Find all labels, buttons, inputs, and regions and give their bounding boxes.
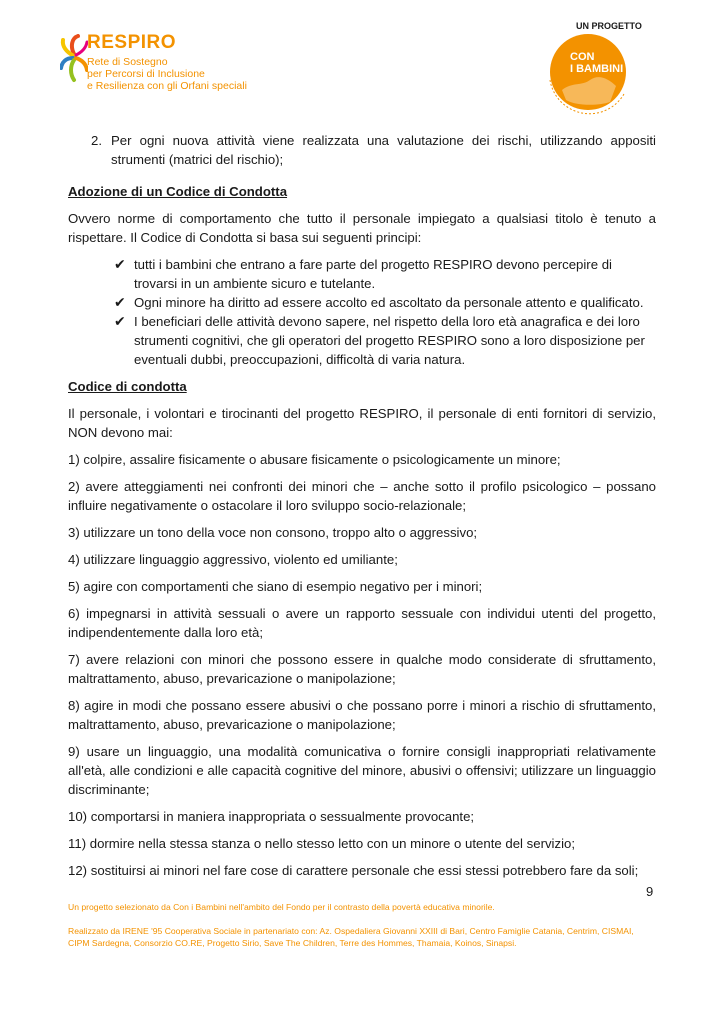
brand-name: RESPIRO bbox=[87, 32, 177, 53]
list-item-text: I beneficiari delle attività devono sapere, nel rispetto della loro età anagrafica e dei loro strumenti cognitivi, che gli operatori del progetto RESPIRO sono a loro disposizione per eventuali dubbi, preoccupazioni, difficoltà di varia natura. bbox=[134, 314, 645, 367]
rule-item: 4) utilizzare linguaggio aggressivo, violento ed umiliante; bbox=[68, 552, 398, 567]
rule-item: 1) colpire, assalire fisicamente o abusare fisicamente o psicologicamente un minore; bbox=[68, 452, 561, 467]
footer-line: Un progetto selezionato da Con i Bambini nell'ambito del Fondo per il contrasto della povertà educativa minorile. bbox=[68, 902, 495, 912]
rule-item: 12) sostituirsi ai minori nel fare cose di carattere personale che essi stessi potrebbero fare da soli; bbox=[68, 863, 639, 878]
section-intro: Il personale, i volontari e tirocinanti del progetto RESPIRO, il personale di enti fornitori di servizio, NON devono mai: bbox=[68, 406, 656, 440]
numbered-item bbox=[68, 131, 656, 169]
brand-subtitle-line: e Resilienza con gli Orfani speciali bbox=[87, 80, 247, 92]
section-heading-codice: Codice di condotta bbox=[68, 379, 187, 394]
rule-item: 11) dormire nella stessa stanza o nello stesso letto con un minore o utente del servizio; bbox=[68, 836, 576, 851]
item-number: 2. bbox=[91, 133, 102, 148]
rule-item: 10) comportarsi in maniera inappropriata o sessualmente provocante; bbox=[68, 809, 475, 824]
rule-item: 2) avere atteggiamenti nei confronti dei minori che – anche sotto il profilo psicologico – possano influire negativamente o ostacolare il loro sviluppo socio-relazionale; bbox=[68, 479, 656, 513]
check-icon: ✔ bbox=[114, 256, 126, 272]
respiro-logo bbox=[60, 30, 260, 110]
brand-subtitle-line: Rete di Sostegno bbox=[87, 56, 168, 68]
sun-burst-icon bbox=[60, 34, 88, 84]
rule-item: 5) agire con comportamenti che siano di esempio negativo per i minori; bbox=[68, 579, 483, 594]
rule-item: 3) utilizzare un tono della voce non consono, troppo alto o aggressivo; bbox=[68, 525, 478, 540]
brand-subtitle bbox=[87, 56, 247, 92]
section-intro: Ovvero norme di comportamento che tutto il personale impiegato a qualsiasi titolo è tenuto a rispettare. Il Codice di Condotta si basa sui seguenti principi: bbox=[68, 211, 656, 245]
partner-logo-text-line: I BAMBINI bbox=[570, 63, 624, 75]
footer-line: Realizzato da IRENE '95 Cooperativa Sociale in partenariato con: Az. Ospedaliera Giovanni XXIII di Bari, Centro Famiglie Catania, Centrim, CISMAI, CIPM Sardegna, Consorzio CO.RE, Progetto Sirio, Save The Children, Terre des Hommes, Thamaia, Koinos, Sinapsi. bbox=[68, 926, 634, 948]
rule-item: 6) impegnarsi in attività sessuali o avere un rapporto sessuale con individui utenti del progetto, indipendentemente dalla loro età; bbox=[68, 606, 656, 640]
rule-item: 9) usare un linguaggio, una modalità comunicativa o fornire consigli inappropriati relativamente all'età, alle condizioni e alle capacità cognitive del minore, abusivi o offensivi; utilizzare un linguaggio discriminante; bbox=[68, 744, 656, 797]
partner-logo-text-line: CON bbox=[570, 51, 595, 63]
list-item-text: Ogni minore ha diritto ad essere accolto ed ascoltato da personale attento e qualificato. bbox=[134, 295, 644, 310]
section-heading-adozione: Adozione di un Codice di Condotta bbox=[68, 184, 288, 199]
brand-subtitle-line: per Percorsi di Inclusione bbox=[87, 68, 205, 80]
page-footer bbox=[68, 901, 648, 949]
con-i-bambini-emblem-icon bbox=[532, 20, 650, 116]
page-body bbox=[68, 131, 656, 888]
item-text: Per ogni nuova attività viene realizzata una valutazione dei rischi, utilizzando appositi strumenti (matrici del rischio); bbox=[111, 133, 656, 167]
check-icon: ✔ bbox=[114, 313, 126, 329]
con-i-bambini-logo bbox=[532, 20, 650, 116]
principles-list bbox=[68, 255, 656, 369]
list-item bbox=[114, 312, 656, 369]
page-number: 9 bbox=[646, 884, 654, 899]
rule-item: 8) agire in modi che possano essere abusivi o che possano porre i minori a rischio di sfruttamento, maltrattamento, abuso, prevaricazione o manipolazione; bbox=[68, 698, 656, 732]
check-icon: ✔ bbox=[114, 294, 126, 310]
rule-item: 7) avere relazioni con minori che possono essere in qualche modo considerate di sfruttamento, maltrattamento, abuso, prevaricazione o manipolazione; bbox=[68, 652, 656, 686]
list-item bbox=[114, 293, 656, 312]
list-item-text: tutti i bambini che entrano a fare parte del progetto RESPIRO devono percepire di trovarsi in un ambiente sicuro e tutelante. bbox=[134, 257, 612, 291]
partner-logo-top-text: UN PROGETTO bbox=[576, 21, 642, 31]
list-item bbox=[114, 255, 656, 293]
